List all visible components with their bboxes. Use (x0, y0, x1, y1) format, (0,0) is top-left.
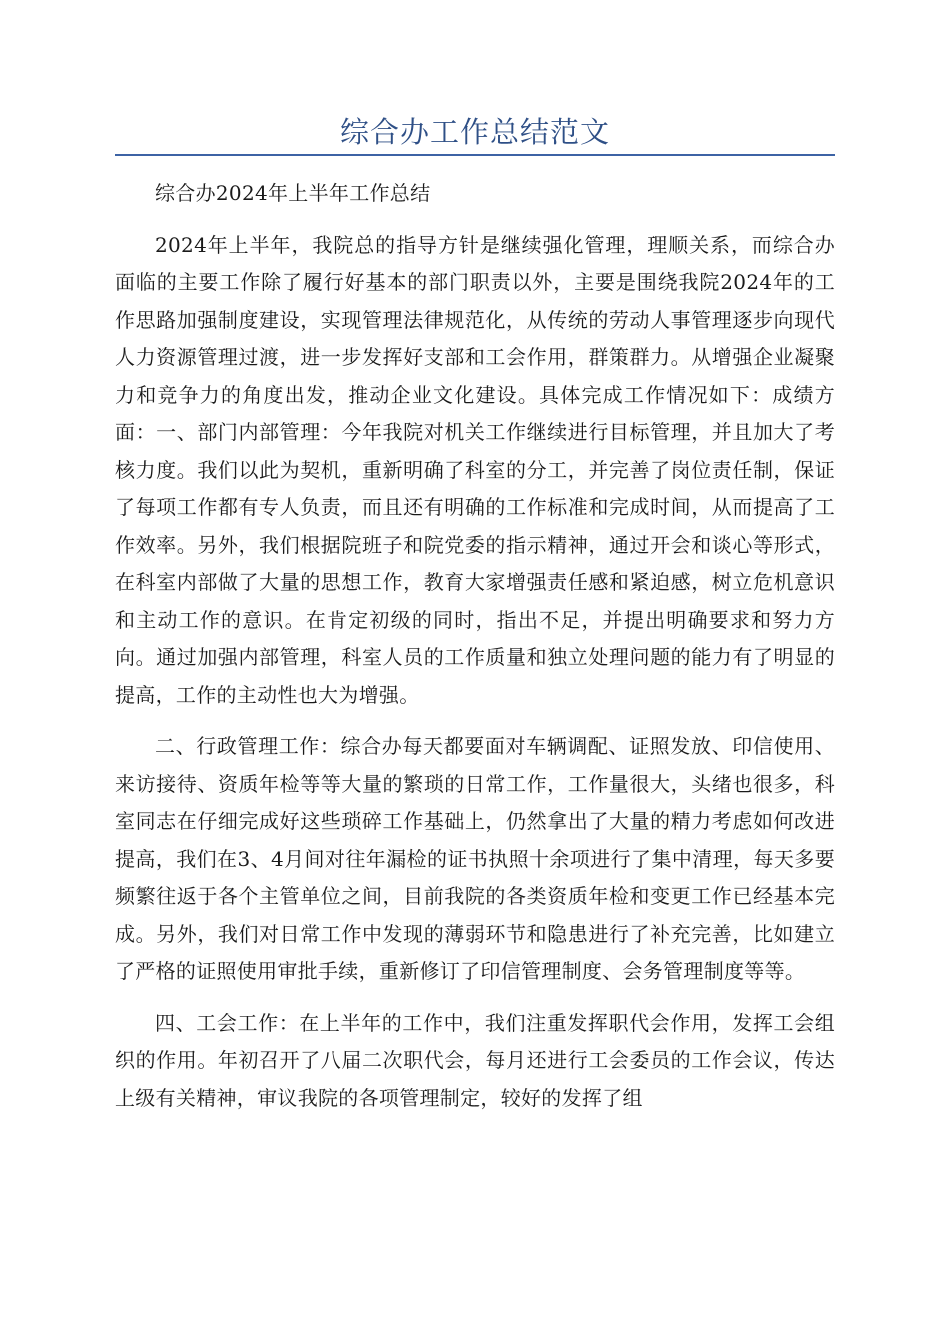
title-underline (115, 154, 835, 156)
document-body (115, 175, 835, 1131)
section-heading: 综合办2024年上半年工作总结 (155, 181, 431, 205)
body-paragraph: 二、行政管理工作：综合办每天都要面对车辆调配、证照发放、印信使用、来访接待、资质年检等等大量的繁琐的日常工作，工作量很大，头绪也很多，科室同志在仔细完成好这些琐碎工作基础上，仍然拿出了大量的精力考虑如何改进提高，我们在3、4月间对往年漏检的证书执照十余项进行了集中清理，每天多要频繁往返于各个主管单位之间，目前我院的各类资质年检和变更工作已经基本完成。另外，我们对日常工作中发现的薄弱环节和隐患进行了补充完善，比如建立了严格的证照使用审批手续，重新修订了印信管理制度、会务管理制度等等。 (115, 734, 835, 983)
document-title: 综合办工作总结范文 (339, 115, 610, 149)
body-paragraph: 2024年上半年，我院总的指导方针是继续强化管理，理顺关系，而综合办面临的主要工作除了履行好基本的部门职责以外，主要是围绕我院2024年的工作思路加强制度建设，实现管理法律规范化，从传统的劳动人事管理逐步向现代人力资源管理过渡，进一步发挥好支部和工会作用，群策群力。从增强企业凝聚力和竞争力的角度出发，推动企业文化建设。具体完成工作情况如下：成绩方面：一、部门内部管理：今年我院对机关工作继续进行目标管理，并且加大了考核力度。我们以此为契机，重新明确了科室的分工，并完善了岗位责任制，保证了每项工作都有专人负责，而且还有明确的工作标准和完成时间，从而提高了工作效率。另外，我们根据院班子和院党委的指示精神，通过开会和谈心等形式，在科室内部做了大量的思想工作，教育大家增强责任感和紧迫感，树立危机意识和主动工作的意识。在肯定初级的同时，指出不足，并提出明确要求和努力方向。通过加强内部管理，科室人员的工作质量和独立处理问题的能力有了明显的提高，工作的主动性也大为增强。 (115, 232, 835, 707)
body-paragraph: 四、工会工作：在上半年的工作中，我们注重发挥职代会作用，发挥工会组织的作用。年初召开了八届二次职代会，每月还进行工会委员的工作会议，传达上级有关精神，审议我院的各项管理制定，较好的发挥了组 (115, 1010, 835, 1110)
